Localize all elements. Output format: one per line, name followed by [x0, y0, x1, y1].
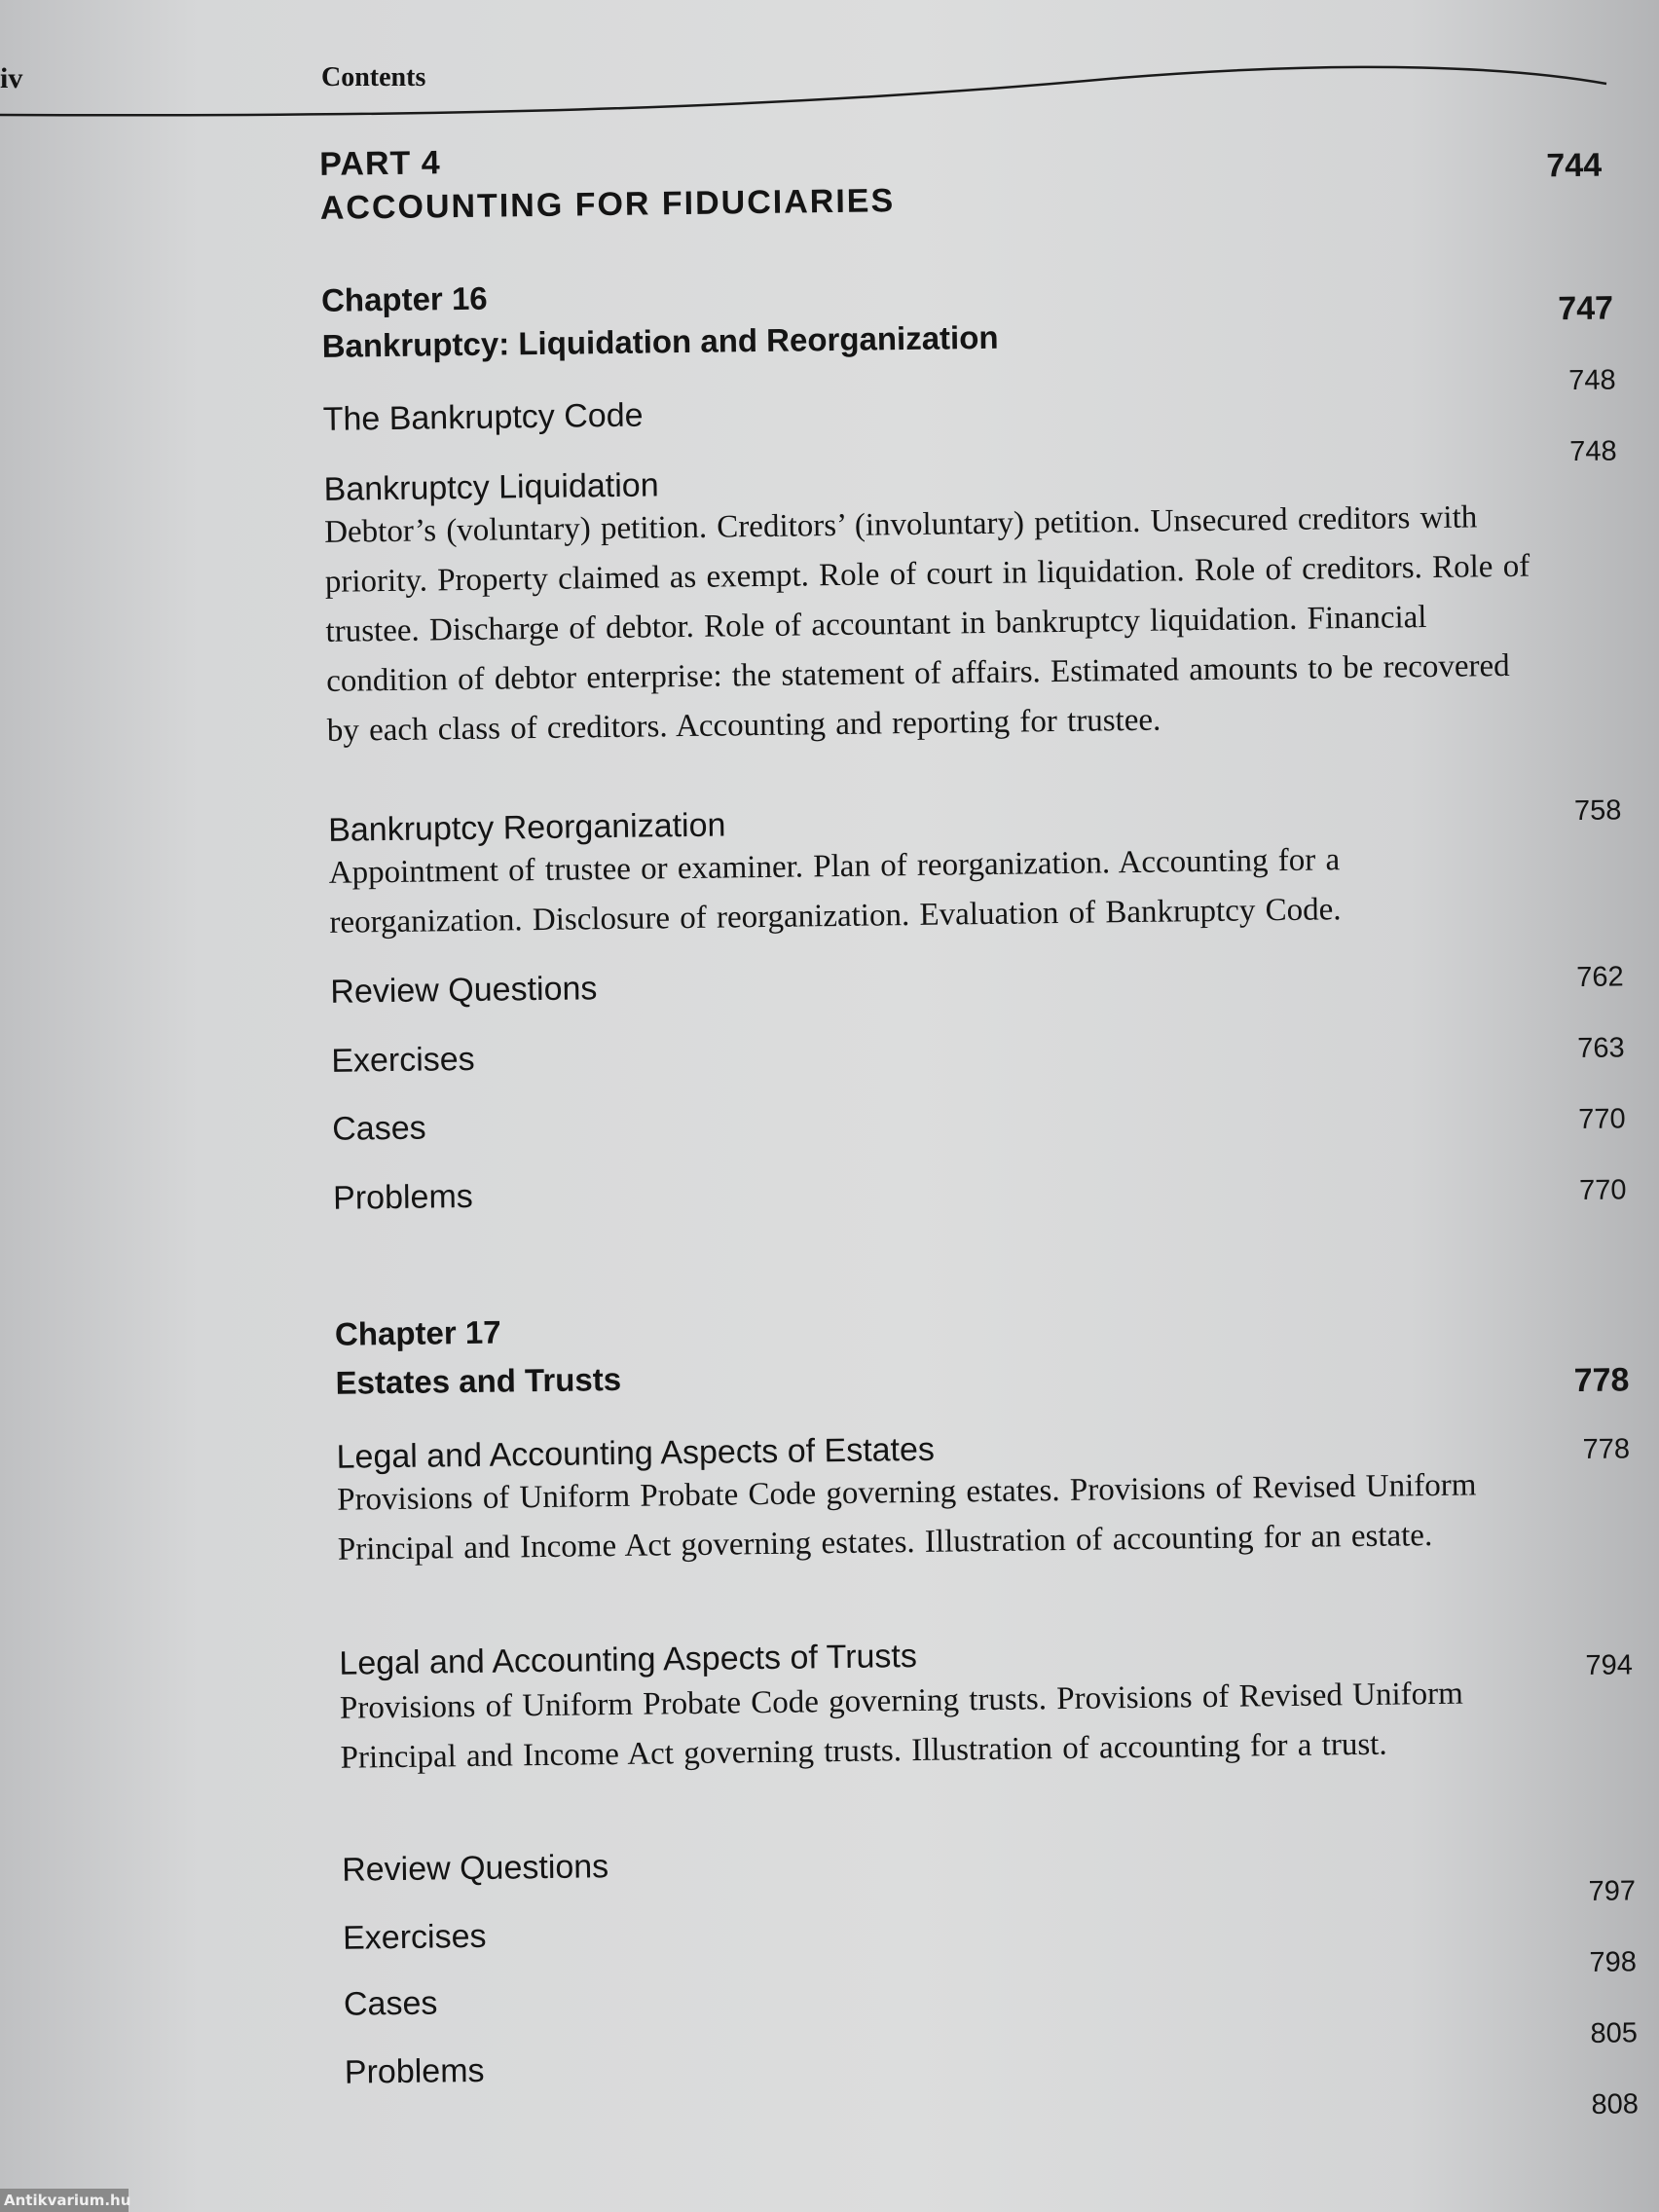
- chapter-label: Chapter 16: [320, 279, 488, 318]
- toc-section-title: Cases: [343, 1984, 438, 2023]
- toc-section-description: Debtor’s (voluntary) petition. Creditors’ (involuntary) petition. Unsecured creditors with priority. Property claimed as exempt. Role of court in liquidation. Role of creditors. Role of trustee. Discharge of debtor. Role of accountant in bankruptcy liquidation. Financial condition of debtor enterprise: the statement of affairs. Estimated amounts to be recovered by each class of creditors. Accounting and reporting for trustee.: [323, 499, 1530, 749]
- part-label: PART 4: [318, 144, 441, 183]
- toc-section-page: 758: [1573, 794, 1622, 828]
- toc-section-description: Appointment of trustee or examiner. Plan of reorganization. Accounting for a reorganization. Disclosure of reorganization. Evaluation of Bankruptcy Code.: [328, 842, 1342, 940]
- page-number: iv: [0, 62, 23, 94]
- toc-section-page: 748: [1568, 364, 1616, 397]
- toc-section-page: 748: [1569, 435, 1617, 468]
- toc-section-description: Provisions of Uniform Probate Code governing trusts. Provisions of Revised Uniform Principal and Income Act governing trusts. Illustration of accounting for a trust.: [339, 1676, 1463, 1776]
- toc-section-title: Cases: [331, 1109, 426, 1148]
- toc-section-page: 762: [1576, 961, 1624, 994]
- chapter-page: 778: [1573, 1361, 1630, 1400]
- toc-section-page: 763: [1577, 1032, 1625, 1065]
- toc-section-title: Review Questions: [341, 1848, 609, 1889]
- toc-section-title: Problems: [332, 1177, 473, 1217]
- toc-section-title: Legal and Accounting Aspects of Estates: [336, 1430, 936, 1476]
- watermark-label: Antikvarium.hu: [0, 2189, 129, 2212]
- toc-section-title: Legal and Accounting Aspects of Trusts: [339, 1637, 918, 1682]
- toc-section-title: Review Questions: [330, 970, 598, 1011]
- toc-section-page: 770: [1578, 1174, 1627, 1207]
- toc-section-page: 805: [1590, 2017, 1639, 2049]
- toc-section-page: 808: [1591, 2088, 1640, 2120]
- toc-section-page: 794: [1585, 1649, 1634, 1682]
- header-rule: [0, 39, 1659, 127]
- toc-section-page: 770: [1577, 1103, 1626, 1136]
- running-title: Contents: [321, 62, 426, 92]
- toc-section-page: 797: [1588, 1875, 1637, 1907]
- toc-section-page: 798: [1589, 1946, 1638, 1978]
- toc-section-page: 778: [1582, 1433, 1631, 1466]
- toc-section-title: The Bankruptcy Code: [322, 396, 644, 438]
- toc-section-description: Provisions of Uniform Probate Code governing estates. Provisions of Revised Uniform Principal and Income Act governing estates. Illustration of accounting for an estate.: [336, 1467, 1477, 1567]
- chapter-page: 747: [1558, 289, 1614, 328]
- toc-section-title: Bankruptcy Liquidation: [323, 466, 659, 508]
- part-page: 744: [1546, 146, 1603, 185]
- toc-section-title: Problems: [344, 2051, 485, 2091]
- toc-section-title: Bankruptcy Reorganization: [327, 806, 726, 849]
- part-title: ACCOUNTING FOR FIDUCIARIES: [319, 182, 896, 227]
- toc-section-title: Exercises: [331, 1040, 475, 1080]
- chapter-title: Estates and Trusts: [335, 1360, 622, 1401]
- chapter-title: Bankruptcy: Liquidation and Reorganization: [321, 318, 999, 364]
- chapter-label: Chapter 17: [334, 1313, 501, 1352]
- toc-section-title: Exercises: [342, 1917, 487, 1957]
